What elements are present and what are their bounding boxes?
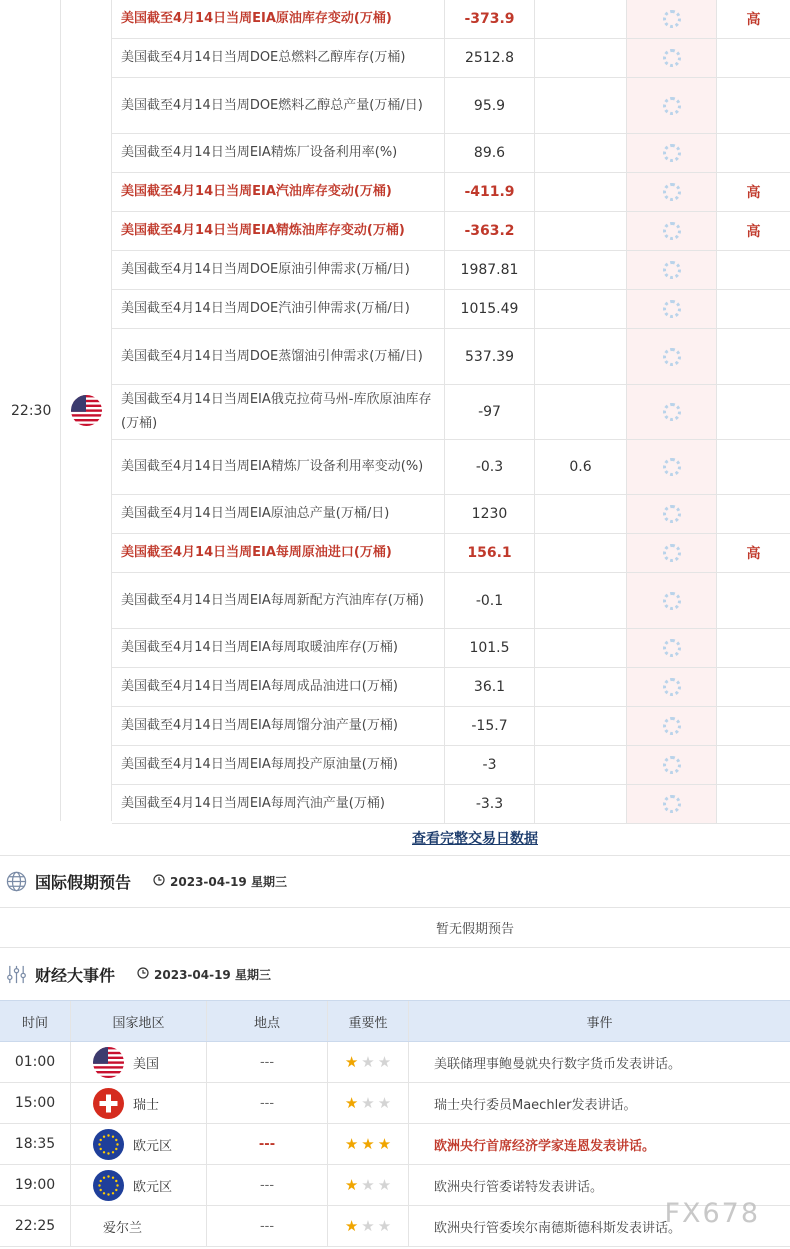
- loading-spinner-icon: [663, 97, 681, 115]
- indicator-row[interactable]: [112, 251, 790, 290]
- event-country: [71, 1042, 207, 1082]
- importance-stars: [344, 1175, 392, 1194]
- indicator-actual: [627, 668, 717, 706]
- indicator-forecast: [535, 329, 627, 384]
- indicator-previous: 156.1: [445, 534, 535, 572]
- indicator-actual: [627, 212, 717, 250]
- indicator-forecast: [535, 707, 627, 745]
- indicator-importance: [717, 329, 790, 384]
- loading-spinner-icon: [663, 261, 681, 279]
- indicator-row[interactable]: [112, 173, 790, 212]
- loading-spinner-icon: [663, 756, 681, 774]
- star-icon: ★: [344, 1175, 359, 1194]
- indicator-previous: -411.9: [445, 173, 535, 211]
- indicator-forecast: [535, 173, 627, 211]
- star-icon: ★: [361, 1175, 375, 1194]
- indicator-previous: 1015.49: [445, 290, 535, 328]
- indicator-importance: [717, 290, 790, 328]
- indicator-actual: [627, 329, 717, 384]
- holiday-empty-message: 暂无假期预告: [0, 907, 790, 948]
- indicator-actual: [627, 173, 717, 211]
- holiday-title: 国际假期预告: [35, 873, 132, 892]
- indicator-row[interactable]: [112, 668, 790, 707]
- indicator-importance: [717, 440, 790, 494]
- us-flag-icon: [71, 395, 102, 426]
- indicator-importance: [717, 39, 790, 77]
- indicator-name: 美国截至4月14日当周DOE燃料乙醇总产量(万桶/日): [112, 78, 445, 133]
- indicator-row[interactable]: [112, 385, 790, 440]
- event-importance: [328, 1083, 409, 1123]
- indicator-forecast: [535, 573, 627, 628]
- indicator-name: 美国截至4月14日当周EIA精炼厂设备利用率变动(%): [112, 440, 445, 494]
- indicator-row[interactable]: [112, 440, 790, 495]
- indicator-forecast: [535, 785, 627, 823]
- importance-stars: [344, 1052, 392, 1071]
- indicator-previous: 101.5: [445, 629, 535, 667]
- star-icon: ★: [377, 1216, 392, 1235]
- swiss-flag-icon: [93, 1088, 124, 1119]
- event-description: 欧洲央行管委诺特发表讲话。: [434, 1179, 604, 1195]
- indicator-actual: [627, 0, 717, 38]
- star-icon: ★: [344, 1134, 359, 1153]
- full-data-link[interactable]: 查看完整交易日数据: [412, 831, 538, 847]
- indicator-name: 美国截至4月14日当周EIA原油总产量(万桶/日): [112, 495, 445, 533]
- event-description: 瑞士央行委员Maechler发表讲话。: [434, 1097, 637, 1113]
- indicator-row[interactable]: [112, 629, 790, 668]
- indicator-name: 美国截至4月14日当周DOE汽油引伸需求(万桶/日): [112, 290, 445, 328]
- event-time: 22:25: [0, 1206, 71, 1246]
- watermark-logo: FX678: [664, 1198, 760, 1229]
- indicator-previous: -373.9: [445, 0, 535, 38]
- events-title: 财经大事件: [35, 965, 116, 985]
- indicator-previous: 36.1: [445, 668, 535, 706]
- indicator-forecast: [535, 668, 627, 706]
- us-flag-icon: [93, 1047, 124, 1078]
- star-icon: ★: [344, 1216, 359, 1235]
- indicator-importance: [717, 785, 790, 823]
- indicator-row[interactable]: [112, 78, 790, 134]
- indicator-name: 美国截至4月14日当周EIA每周汽油产量(万桶): [112, 785, 445, 823]
- star-icon: ★: [377, 1175, 392, 1194]
- indicator-importance: [717, 78, 790, 133]
- indicator-actual: [627, 78, 717, 133]
- event-place: ---: [207, 1083, 328, 1123]
- star-icon: ★: [377, 1093, 392, 1112]
- indicator-name: 美国截至4月14日当周EIA每周成品油进口(万桶): [112, 668, 445, 706]
- event-row[interactable]: [0, 1124, 790, 1165]
- indicator-forecast: [535, 290, 627, 328]
- loading-spinner-icon: [663, 592, 681, 610]
- indicator-forecast: [535, 495, 627, 533]
- indicator-row[interactable]: [112, 0, 790, 39]
- globe-icon: [6, 871, 27, 892]
- event-time: 18:35: [0, 1124, 71, 1164]
- loading-spinner-icon: [663, 544, 681, 562]
- header-place: 地点: [207, 1001, 328, 1041]
- indicator-forecast: [535, 39, 627, 77]
- star-icon: ★: [361, 1093, 375, 1112]
- star-icon: ★: [361, 1052, 375, 1071]
- event-row[interactable]: [0, 1042, 790, 1083]
- header-time: 时间: [0, 1001, 71, 1041]
- loading-spinner-icon: [663, 10, 681, 28]
- events-date: 2023-04-19 星期三: [137, 966, 271, 983]
- indicator-forecast: 0.6: [535, 440, 627, 494]
- event-importance: [328, 1165, 409, 1205]
- importance-stars: [344, 1134, 392, 1153]
- indicator-actual: [627, 746, 717, 784]
- indicator-forecast: [535, 385, 627, 439]
- indicator-actual: [627, 629, 717, 667]
- star-icon: ★: [377, 1134, 392, 1153]
- indicator-importance: [717, 495, 790, 533]
- indicator-row[interactable]: [112, 707, 790, 746]
- event-importance: [328, 1042, 409, 1082]
- clock-icon: [137, 967, 149, 982]
- loading-spinner-icon: [663, 403, 681, 421]
- indicator-actual: [627, 573, 717, 628]
- indicator-actual: [627, 707, 717, 745]
- indicator-forecast: [535, 134, 627, 172]
- holiday-section-header: [0, 856, 790, 907]
- event-time: 01:00: [0, 1042, 71, 1082]
- event-description: 欧洲央行首席经济学家连恩发表讲话。: [434, 1138, 656, 1154]
- star-icon: ★: [344, 1093, 359, 1112]
- indicator-rows: [112, 0, 790, 824]
- star-icon: ★: [377, 1052, 392, 1071]
- holiday-date: 2023-04-19 星期三: [153, 873, 287, 890]
- full-data-link-bar: [0, 821, 790, 856]
- release-time: 22:30: [0, 0, 61, 821]
- loading-spinner-icon: [663, 183, 681, 201]
- events-section-header: [0, 948, 790, 1000]
- indicator-row[interactable]: [112, 134, 790, 173]
- event-description: 欧洲央行管委埃尔南德斯德科斯发表讲话。: [434, 1220, 682, 1236]
- indicator-name: 美国截至4月14日当周EIA俄克拉荷马州-库欣原油库存(万桶): [112, 385, 445, 439]
- event-description: 美联储理事鲍曼就央行数字货币发表讲话。: [434, 1056, 682, 1072]
- indicator-actual: [627, 290, 717, 328]
- indicator-name: 美国截至4月14日当周EIA每周新配方汽油库存(万桶): [112, 573, 445, 628]
- indicator-previous: -3.3: [445, 785, 535, 823]
- event-place: ---: [207, 1042, 328, 1082]
- event-place: ---: [207, 1165, 328, 1205]
- indicator-forecast: [535, 629, 627, 667]
- indicator-forecast: [535, 0, 627, 38]
- indicator-forecast: [535, 78, 627, 133]
- indicator-actual: [627, 134, 717, 172]
- indicator-actual: [627, 495, 717, 533]
- indicator-actual: [627, 440, 717, 494]
- indicator-importance: [717, 746, 790, 784]
- events-table-header: [0, 1000, 790, 1042]
- indicator-name: 美国截至4月14日当周EIA精炼油库存变动(万桶): [112, 212, 445, 250]
- indicator-actual: [627, 785, 717, 823]
- eu-flag-icon: [93, 1170, 124, 1201]
- loading-spinner-icon: [663, 717, 681, 735]
- event-row[interactable]: [0, 1083, 790, 1124]
- header-country: 国家地区: [71, 1001, 207, 1041]
- event-time: 19:00: [0, 1165, 71, 1205]
- indicator-actual: [627, 39, 717, 77]
- event-country-name: 欧元区: [133, 1138, 173, 1154]
- header-importance: 重要性: [328, 1001, 409, 1041]
- indicator-importance: 高: [746, 185, 761, 201]
- event-country: [71, 1165, 207, 1205]
- sliders-icon: [6, 964, 27, 985]
- event-place: ---: [207, 1206, 328, 1246]
- event-time: 15:00: [0, 1083, 71, 1123]
- star-icon: ★: [344, 1052, 359, 1071]
- indicator-importance: [717, 134, 790, 172]
- indicator-row[interactable]: [112, 746, 790, 785]
- indicator-forecast: [535, 534, 627, 572]
- indicator-importance: 高: [746, 546, 761, 562]
- indicator-row[interactable]: [112, 212, 790, 251]
- loading-spinner-icon: [663, 505, 681, 523]
- indicator-actual: [627, 385, 717, 439]
- indicator-previous: 2512.8: [445, 39, 535, 77]
- event-importance: [328, 1206, 409, 1246]
- importance-stars: [344, 1093, 392, 1112]
- country-flag-cell: [61, 0, 112, 821]
- indicator-importance: [717, 385, 790, 439]
- indicator-forecast: [535, 212, 627, 250]
- indicator-name: 美国截至4月14日当周EIA精炼厂设备利用率(%): [112, 134, 445, 172]
- indicator-actual: [627, 251, 717, 289]
- loading-spinner-icon: [663, 795, 681, 813]
- indicator-previous: 1230: [445, 495, 535, 533]
- indicator-forecast: [535, 746, 627, 784]
- loading-spinner-icon: [663, 678, 681, 696]
- indicator-name: 美国截至4月14日当周EIA每周原油进口(万桶): [112, 534, 445, 572]
- indicator-name: 美国截至4月14日当周DOE蒸馏油引伸需求(万桶/日): [112, 329, 445, 384]
- indicator-previous: -0.1: [445, 573, 535, 628]
- indicator-name: 美国截至4月14日当周EIA原油库存变动(万桶): [112, 0, 445, 38]
- loading-spinner-icon: [663, 144, 681, 162]
- indicator-name: 美国截至4月14日当周EIA每周投产原油量(万桶): [112, 746, 445, 784]
- indicator-previous: 537.39: [445, 329, 535, 384]
- indicator-name: 美国截至4月14日当周EIA每周取暖油库存(万桶): [112, 629, 445, 667]
- loading-spinner-icon: [663, 300, 681, 318]
- indicator-row[interactable]: [112, 495, 790, 534]
- event-country: [71, 1083, 207, 1123]
- loading-spinner-icon: [663, 639, 681, 657]
- indicator-previous: -97: [445, 385, 535, 439]
- indicator-name: 美国截至4月14日当周EIA每周馏分油产量(万桶): [112, 707, 445, 745]
- indicator-row[interactable]: [112, 329, 790, 385]
- event-importance: [328, 1124, 409, 1164]
- indicator-name: 美国截至4月14日当周EIA汽油库存变动(万桶): [112, 173, 445, 211]
- indicator-row[interactable]: [112, 290, 790, 329]
- star-icon: ★: [361, 1216, 375, 1235]
- indicator-row[interactable]: [112, 39, 790, 78]
- indicator-name: 美国截至4月14日当周DOE总燃料乙醇库存(万桶): [112, 39, 445, 77]
- indicator-previous: -363.2: [445, 212, 535, 250]
- indicator-previous: -0.3: [445, 440, 535, 494]
- indicator-forecast: [535, 251, 627, 289]
- event-country-name: 瑞士: [133, 1097, 160, 1113]
- indicator-importance: [717, 707, 790, 745]
- event-country-name: 爱尔兰: [103, 1220, 143, 1236]
- event-country-name: 美国: [133, 1056, 160, 1072]
- eu-flag-icon: [93, 1129, 124, 1160]
- indicator-importance: [717, 668, 790, 706]
- header-event: 事件: [586, 1015, 613, 1031]
- star-icon: ★: [361, 1134, 375, 1153]
- indicator-previous: 95.9: [445, 78, 535, 133]
- event-country-name: 欧元区: [133, 1179, 173, 1195]
- indicator-previous: -3: [445, 746, 535, 784]
- indicator-name: 美国截至4月14日当周DOE原油引伸需求(万桶/日): [112, 251, 445, 289]
- event-country: [71, 1124, 207, 1164]
- loading-spinner-icon: [663, 458, 681, 476]
- loading-spinner-icon: [663, 348, 681, 366]
- indicator-importance: [717, 629, 790, 667]
- indicator-row[interactable]: [112, 573, 790, 629]
- clock-icon: [153, 874, 165, 889]
- indicator-previous: 89.6: [445, 134, 535, 172]
- indicator-importance: [717, 251, 790, 289]
- indicator-row[interactable]: [112, 785, 790, 824]
- indicator-actual: [627, 534, 717, 572]
- indicator-importance: 高: [746, 224, 761, 240]
- importance-stars: [344, 1216, 392, 1235]
- indicator-previous: -15.7: [445, 707, 535, 745]
- loading-spinner-icon: [663, 222, 681, 240]
- loading-spinner-icon: [663, 49, 681, 67]
- event-place: ---: [207, 1124, 328, 1164]
- indicator-row[interactable]: [112, 534, 790, 573]
- indicator-importance: [717, 573, 790, 628]
- indicator-importance: 高: [746, 12, 761, 28]
- event-country: [71, 1206, 207, 1246]
- indicator-previous: 1987.81: [445, 251, 535, 289]
